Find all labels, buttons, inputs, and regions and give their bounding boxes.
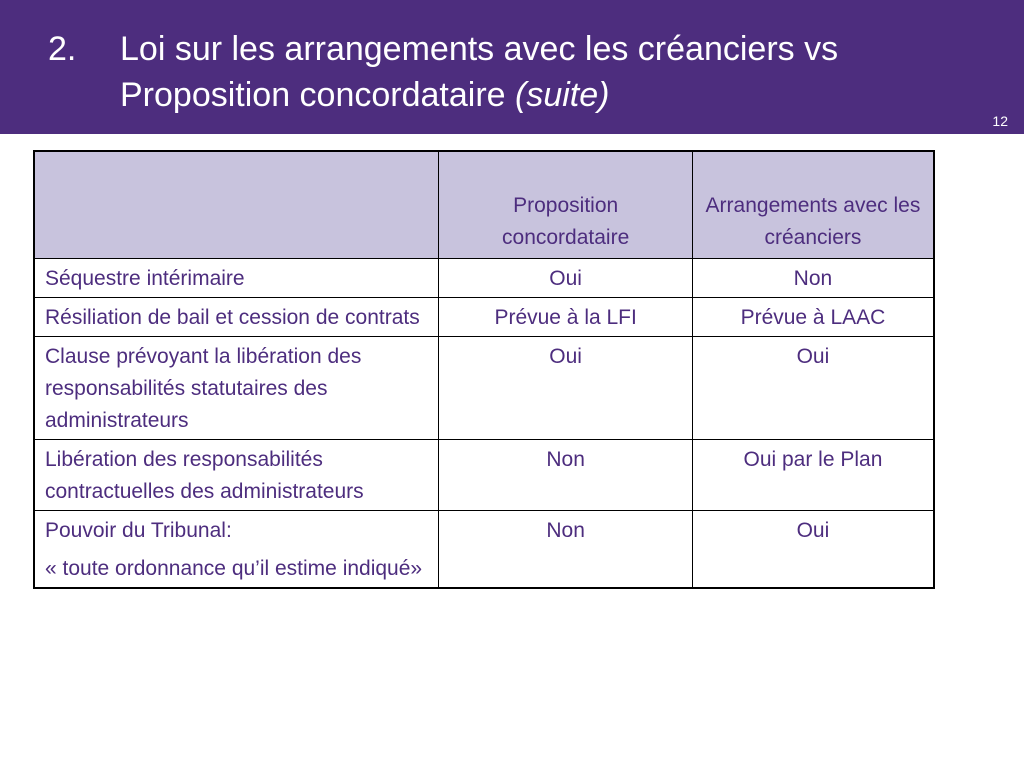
table-row bbox=[34, 511, 934, 589]
row-label: Séquestre intérimaire bbox=[34, 259, 439, 298]
proposition-value: Non bbox=[439, 511, 693, 589]
table-row bbox=[34, 298, 934, 337]
row-label: Libération des responsabilités contractuelles des administrateurs bbox=[34, 440, 439, 511]
header-cell-empty bbox=[34, 151, 439, 259]
row-label-line-1: Pouvoir du Tribunal: bbox=[45, 519, 232, 542]
row-label: Clause prévoyant la libération des responsabilités statutaires des administrateurs bbox=[34, 337, 439, 440]
arrangements-value: Oui bbox=[692, 511, 934, 589]
title-line-1: Loi sur les arrangements avec les créanciers vs bbox=[120, 30, 839, 68]
header-cell-arrangements: Arrangements avec les créanciers bbox=[692, 151, 934, 259]
arrangements-value: Oui par le Plan bbox=[692, 440, 934, 511]
arrangements-value: Oui bbox=[692, 337, 934, 440]
table-row bbox=[34, 440, 934, 511]
row-label: Résiliation de bail et cession de contrats bbox=[34, 298, 439, 337]
proposition-value: Oui bbox=[439, 259, 693, 298]
proposition-value: Prévue à la LFI bbox=[439, 298, 693, 337]
title-line-2: Proposition concordataire bbox=[120, 76, 506, 114]
title-band bbox=[0, 0, 1024, 134]
row-label bbox=[34, 511, 439, 589]
arrangements-value: Prévue à LAAC bbox=[692, 298, 934, 337]
page-number: 12 bbox=[992, 113, 1008, 129]
comparison-table bbox=[33, 150, 935, 589]
row-label-line-2: « toute ordonnance qu’il estime indiqué» bbox=[45, 557, 423, 580]
title-text bbox=[120, 26, 1008, 118]
title-number: 2. bbox=[48, 30, 77, 68]
slide-title bbox=[48, 26, 1008, 118]
title-suite: (suite) bbox=[515, 76, 610, 114]
table-row bbox=[34, 337, 934, 440]
proposition-value: Non bbox=[439, 440, 693, 511]
header-cell-proposition: Proposition concordataire bbox=[439, 151, 693, 259]
proposition-value: Oui bbox=[439, 337, 693, 440]
arrangements-value: Non bbox=[692, 259, 934, 298]
table-row bbox=[34, 259, 934, 298]
table-header-row bbox=[34, 151, 934, 259]
